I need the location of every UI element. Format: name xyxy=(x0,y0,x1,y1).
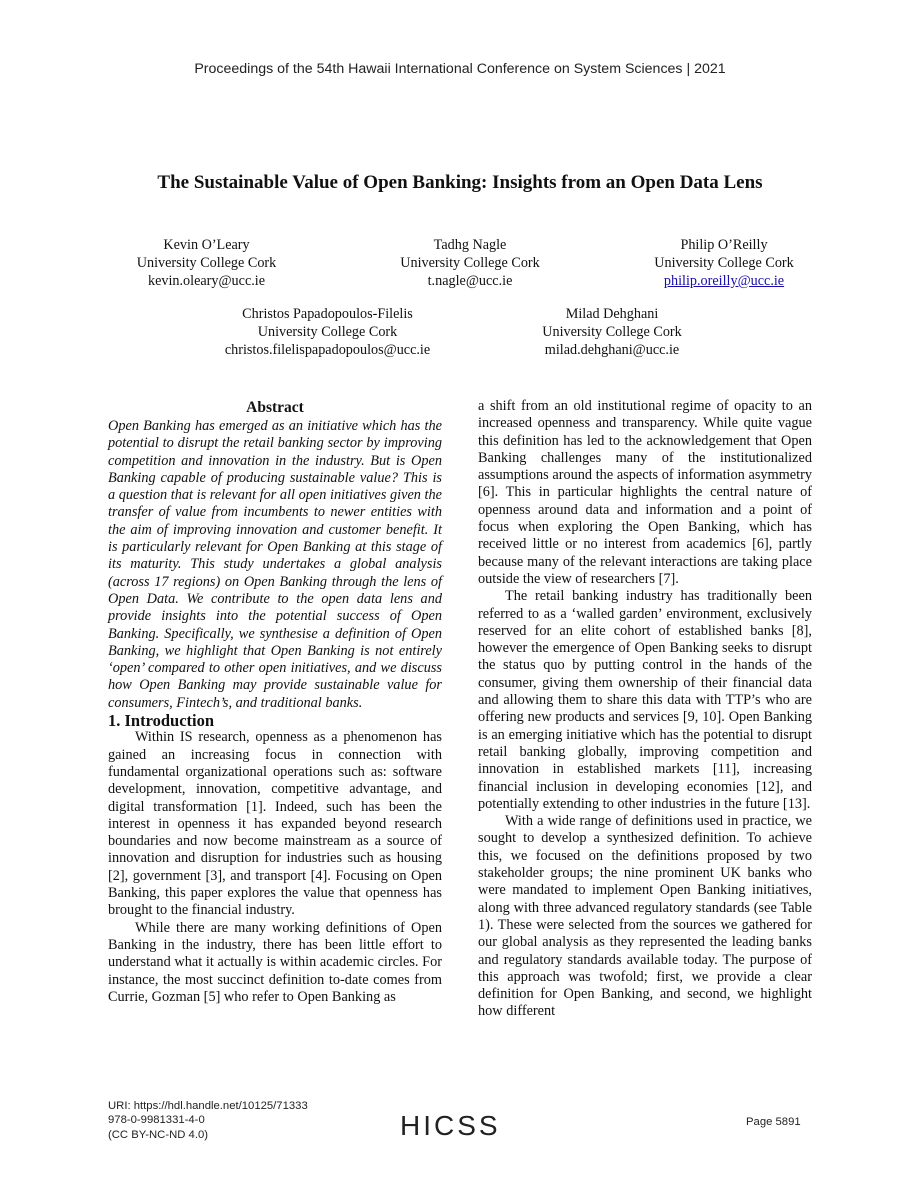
footer-metadata xyxy=(108,1099,308,1142)
abstract-heading: Abstract xyxy=(246,399,304,416)
author-affiliation: University College Cork xyxy=(257,324,398,340)
author-affiliation: University College Cork xyxy=(654,255,794,271)
right-paragraph-2: The retail banking industry has traditionally been referred to as a ‘walled garden’ environment, exclusively reserved for an elite cohort of established banks [8], however the emergence of Open Banking seeks to disrupt the status quo by putting control in the hands of the consumer, giving them ownership of their financial data and allowing them to share this data with TTP’s who are offering new products and services [9, 10]. Open Banking is an emerging initiative which has the potential to disrupt retail banking globally, improving competition and innovation in established markets [11], increasing financial inclusion in developing economies [12], and potentially extending to other industries in the future [13]. xyxy=(478,588,812,812)
left-column xyxy=(108,398,442,1006)
author-name: Kevin O’Leary xyxy=(163,237,250,253)
footer-uri: URI: https://hdl.handle.net/10125/71333 xyxy=(108,1100,308,1112)
author-block-3 xyxy=(624,236,824,290)
author-email: milad.dehghani@ucc.ie xyxy=(544,342,680,358)
right-column xyxy=(478,398,812,1021)
author-email: t.nagle@ucc.ie xyxy=(427,273,513,289)
hicss-logo: HICSS xyxy=(400,1110,501,1141)
author-block-1 xyxy=(100,236,313,290)
author-name: Christos Papadopoulos-Filelis xyxy=(242,306,413,322)
author-affiliation: University College Cork xyxy=(542,324,682,340)
intro-paragraph-1: Within IS research, openness as a phenomenon has gained an increasing focus in connection with fundamental organizational operations such as: software development, innovation, competitive advantage, and digital transformation [1]. Indeed, such has been the interest in openness it has expanded beyond research boundaries and now become mainstream as a source of innovation and disruption for industries such as housing [2], government [3], and transport [4]. Focusing on Open Banking, this paper explores the value that openness has brought to the financial industry. xyxy=(108,729,442,919)
author-email: kevin.oleary@ucc.ie xyxy=(147,273,266,289)
right-paragraph-1: a shift from an old institutional regime of opacity to an increased openness and transparency. While quite vague this definition has led to the acknowledgement that Open Banking challenges many of the institutionalized assumptions around the aspects of information asymmetry [6]. This in particular highlights the central nature of openness around data and information and a point of focus when exploring the Open Banking, which has received little or no interest from academics [6], partly because many of the relevant interactions are taking place outside the view of researchers [7]. xyxy=(478,398,812,587)
page-number: Page 5891 xyxy=(746,1116,801,1128)
footer-isbn: 978-0-9981331-4-0 xyxy=(108,1114,205,1127)
author-block-4 xyxy=(200,305,455,359)
author-block-2 xyxy=(370,236,570,290)
paper-title: The Sustainable Value of Open Banking: Insights from an Open Data Lens xyxy=(157,172,763,193)
author-name: Tadhg Nagle xyxy=(433,237,507,253)
author-email: christos.filelispapadopoulos@ucc.ie xyxy=(224,342,431,358)
author-email-link[interactable]: philip.oreilly@ucc.ie xyxy=(663,273,785,289)
proceedings-header: Proceedings of the 54th Hawaii International Conference on System Sciences | 2021 xyxy=(194,61,726,77)
footer-license: (CC BY-NC-ND 4.0) xyxy=(108,1128,209,1141)
author-affiliation: University College Cork xyxy=(400,255,540,271)
intro-paragraph-2: While there are many working definitions of Open Banking in the industry, there has been little effort to understand what it actually is within academic circles. For instance, the most succinct definition to-date comes from Currie, Gozman [5] who refer to Open Banking as xyxy=(108,919,442,1005)
author-name: Milad Dehghani xyxy=(565,306,659,322)
author-name: Philip O’Reilly xyxy=(680,237,768,253)
right-paragraph-3: With a wide range of definitions used in practice, we sought to develop a synthesized definition. To achieve this, we focused on the definitions proposed by two stakeholder groups; the nine prominent UK banks who were mandated to implement Open Banking initiatives, along with three advanced regulatory standards (see Table 1). These were selected from the sources we gathered for our global analysis as they represented the leading banks and regulatory standards available today. The purpose of this approach was twofold; first, we provide a clear definition for Open Banking, and second, we highlight how different xyxy=(478,813,812,1020)
author-affiliation: University College Cork xyxy=(136,255,277,271)
abstract-text: Open Banking has emerged as an initiative which has the potential to disrupt the retail banking sector by improving competition and innovation in the industry. But is Open Banking capable of producing sustainable value? This is a question that is relevant for all open initiatives given the transfer of value from incumbents to newer entities with the aim of improving innovation and customer benefit. It is particularly relevant for Open Banking at this stage of its maturity. This study undertakes a global analysis (across 17 regions) on Open Banking through the lens of Open Data. We contribute to the open data lens and provide insights into the potential success of Open Banking. Specifically, we synthesise a definition of Open Banking, we highlight that Open Banking is not entirely ‘open’ compared to other open initiatives, and we discuss how Open Banking may provide sustainable value for consumers, Fintech’s, and traditional banks. xyxy=(108,418,442,711)
author-block-5 xyxy=(512,305,712,359)
introduction-heading: 1. Introduction xyxy=(108,711,215,731)
